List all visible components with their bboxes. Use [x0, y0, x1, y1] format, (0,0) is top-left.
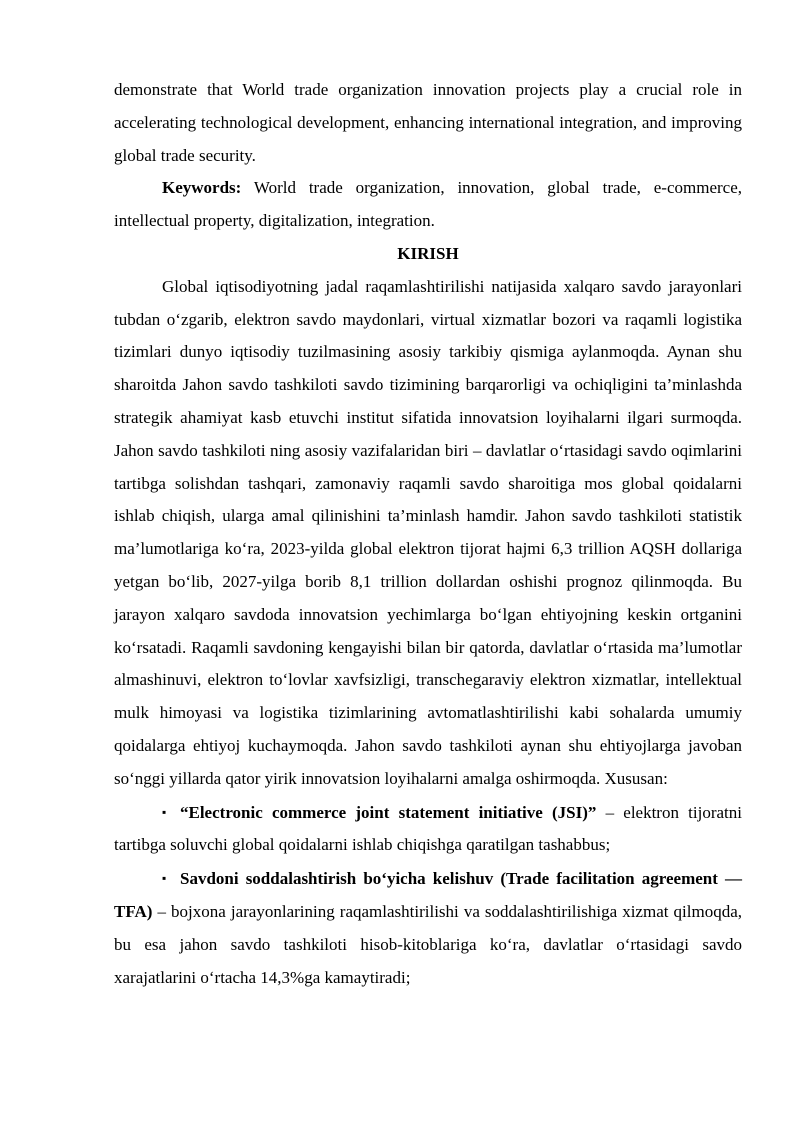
abstract-tail-paragraph: demonstrate that World trade organization innovation projects play a crucial role in accelerating technological development, enhancing international integration, and improving global trade security. — [114, 80, 742, 165]
bullet-square-icon: ▪ — [162, 871, 167, 886]
keywords-label: Keywords: — [162, 178, 242, 198]
section-heading: KIRISH — [397, 243, 459, 263]
intro-paragraph: Global iqtisodiyotning jadal raqamlashtirilishi natijasida xalqaro savdo jarayonlari tubdan oʻzgarib, elektron savdo maydonlari, virtual xizmatlar bozori va raqamli logistika tizimlari dunyo iqtisodiy tuzilmasining asosiy tarkibiy qismiga aylanmoqda. Aynan shu sharoitda Jahon savdo tashkiloti savdo tizimining barqarorligi va ochiqligini ta’minlashda strategik ahamiyat kasb etuvchi institut sifatida innovatsion loyihalarni ilgari surmoqda. Jahon savdo tashkiloti ning asosiy vazifalaridan biri – davlatlar oʻrtasidagi savdo oqimlarini tartibga solishdan tashqari, zamonaviy raqamli savdo sharoitiga mos global qoidalarni ishlab chiqish, ularga amal qilinishini ta’minlash hamdir. Jahon savdo tashkiloti statistik ma’lumotlariga koʻra, 2023-yilda global elektron tijorat hajmi 6,3 trillion AQSH dollariga yetgan boʻlib, 2027-yilga borib 8,1 trillion dollardan oshishi prognoz qilinmoqda. Bu jarayon xalqaro savdoda innovatsion yechimlarga boʻlgan ehtiyojning keskin ortganini koʻrsatadi. Raqamli savdoning kengayishi bilan bir qatorda, davlatlar oʻrtasida ma’lumotlar almashinuvi, elektron toʻlovlar xavfsizligi, transchegaraviy elektron xizmatlar, intellektual mulk himoyasi va logistika tizimlarining avtomatlashtirilishi kabi sohalarda umumiy qoidalarga ehtiyoj kuchaymoqda. Jahon savdo tashkiloti aynan shu ehtiyojlarga javoban soʻnggi yillarda qator yirik innovatsion loyihalarni amalga oshirmoqda. Xususan: — [114, 276, 742, 788]
bullet-text: – elektron tijoratni tartibga soluvchi global qoidalarni ishlab chiqishga qaratilgan tashabbus; — [114, 802, 742, 855]
bullet-item-tfa — [114, 862, 742, 994]
bullet-square-icon: ▪ — [162, 804, 167, 819]
bullet-item-jsi — [114, 796, 742, 863]
bullet-bold-text: Savdoni soddalashtirish boʻyicha kelishuv (Trade facilitation agreement — TFA) — [114, 869, 742, 921]
bullet-bold-text: “Electronic commerce joint statement initiative (JSI)” — [180, 802, 597, 822]
keywords-text: World trade organization, innovation, global trade, e-commerce, intellectual property, digitalization, integration. — [114, 178, 742, 231]
keywords-paragraph — [114, 172, 742, 238]
document-page — [114, 74, 742, 994]
bullet-text: – bojxona jarayonlarining raqamlashtirilishi va soddalashtirilishiga xizmat qilmoqda, bu esa jahon savdo tashkiloti hisob-kitoblariga koʻra, davlatlar oʻrtasidagi savdo xarajatlarini oʻrtacha 14,3%ga kamaytiradi; — [114, 901, 742, 987]
